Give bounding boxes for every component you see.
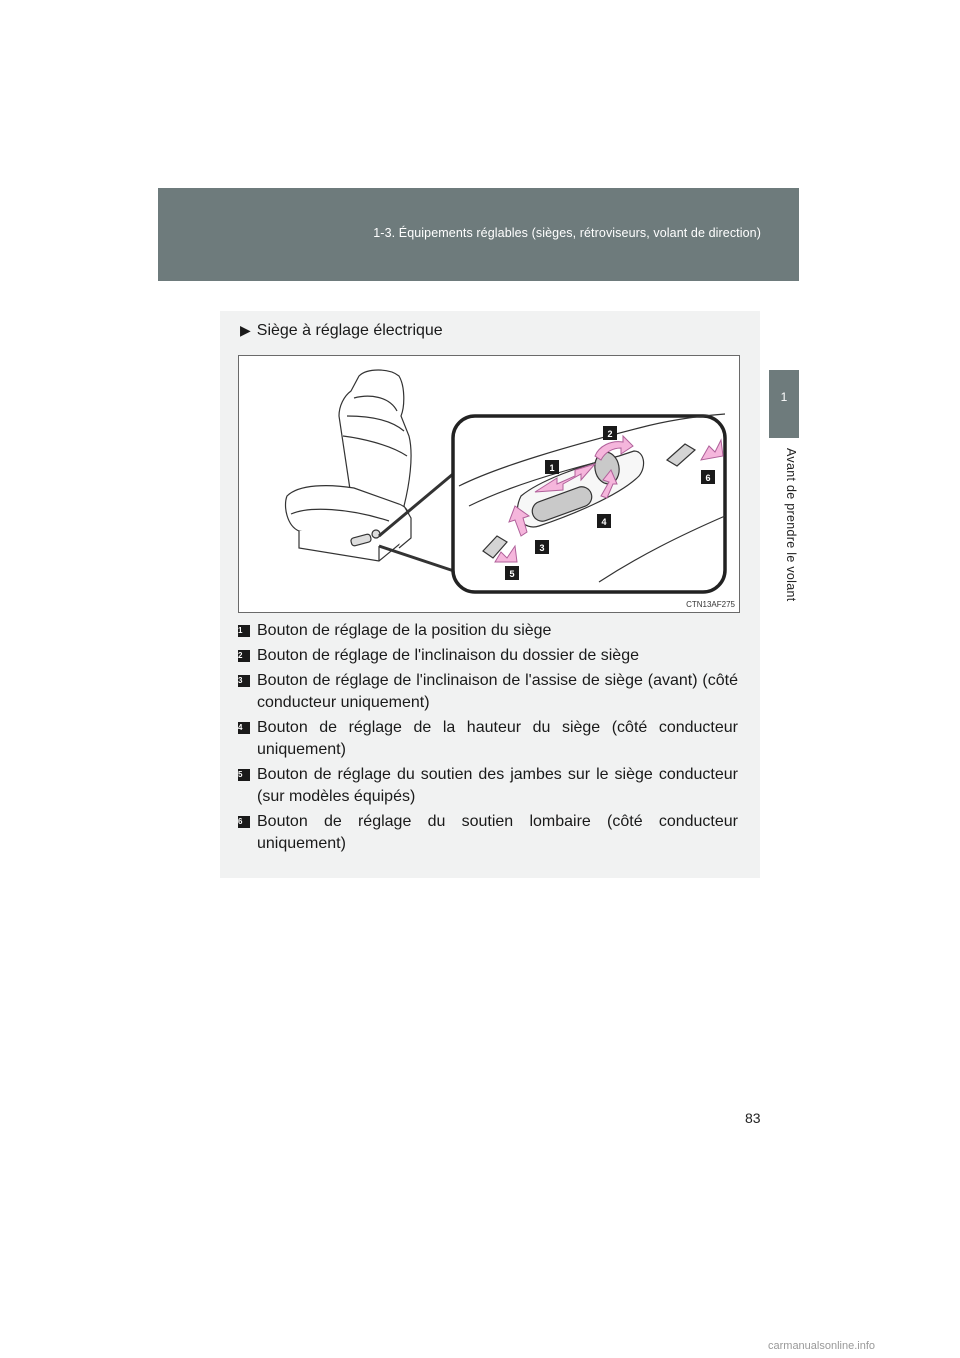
- page-number: 83: [745, 1110, 761, 1126]
- svg-text:4: 4: [601, 517, 607, 527]
- item-number-badge: 4: [238, 722, 250, 734]
- section-heading: [240, 322, 443, 340]
- item-number-badge: 5: [238, 769, 250, 781]
- item-text: Bouton de réglage de la position du siège: [257, 622, 552, 639]
- list-item: [238, 764, 738, 808]
- figure-code: CTN13AF275: [686, 600, 735, 609]
- chapter-header: [158, 188, 799, 281]
- item-text: Bouton de réglage du soutien des jambes sur le siège conducteur (sur modèles équipés): [257, 766, 738, 805]
- triangle-bullet-icon: ▶: [240, 322, 251, 338]
- svg-text:2: 2: [607, 429, 613, 439]
- chapter-tab: [769, 370, 799, 438]
- item-number-badge: 2: [238, 650, 250, 662]
- seat-drawing: [239, 356, 739, 612]
- watermark: carmanualsonline.info: [768, 1340, 876, 1352]
- item-text: Bouton de réglage du soutien lombaire (côté conducteur uniquement): [257, 813, 738, 852]
- button-list: [238, 620, 738, 858]
- item-number-badge: 1: [238, 625, 250, 637]
- svg-text:1: 1: [549, 463, 555, 473]
- chapter-side-label: Avant de prendre le volant: [784, 448, 798, 602]
- list-item: [238, 811, 738, 855]
- item-text: Bouton de réglage de l'inclinaison de l'assise de siège (avant) (côté conducteur uniquement): [257, 672, 738, 711]
- item-text: Bouton de réglage de la hauteur du siège (côté conducteur uniquement): [257, 719, 738, 758]
- list-item: [238, 620, 738, 642]
- seat-icon: [286, 370, 412, 561]
- list-item: [238, 645, 738, 667]
- svg-text:5: 5: [509, 569, 515, 579]
- section-title: Siège à réglage électrique: [256, 322, 443, 339]
- list-item: [238, 717, 738, 761]
- seat-controls-illustration: [238, 355, 740, 613]
- chapter-tab-number: 1: [780, 390, 788, 404]
- item-number-badge: 6: [238, 816, 250, 828]
- svg-text:6: 6: [705, 473, 711, 483]
- chapter-title: 1-3. Équipements réglables (sièges, rétroviseurs, volant de direction): [373, 226, 761, 240]
- item-number-badge: 3: [238, 675, 250, 687]
- svg-text:3: 3: [539, 543, 545, 553]
- item-text: Bouton de réglage de l'inclinaison du dossier de siège: [257, 647, 639, 664]
- list-item: [238, 670, 738, 714]
